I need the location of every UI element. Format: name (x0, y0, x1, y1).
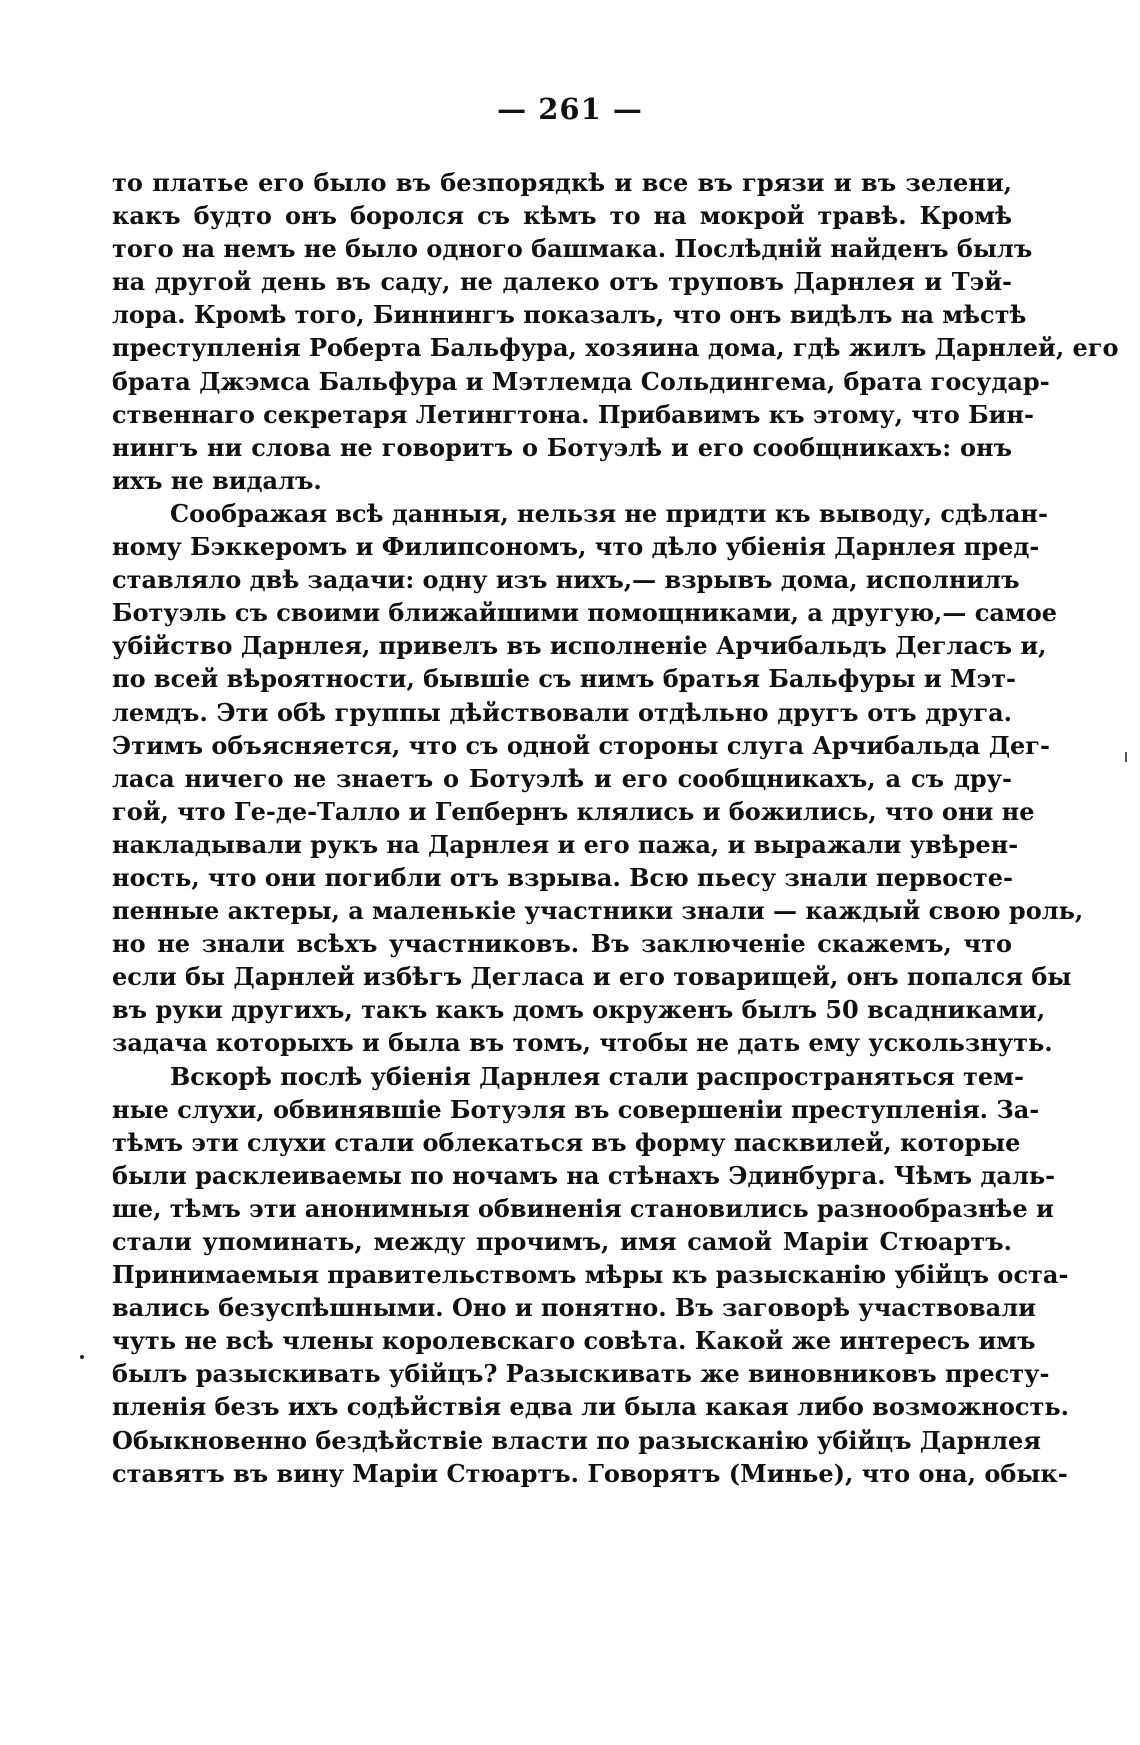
text-line: нингъ ни слова не говоритъ о Ботуэлѣ и его сообщникахъ: онъ (112, 432, 1012, 462)
text-line: Принимаемыя правительствомъ мѣры къ разысканiю убiйцъ оста- (112, 1260, 1069, 1290)
text-line: лора. Кромѣ того, Биннингъ показалъ, что онъ видѣлъ на мѣстѣ (112, 300, 1027, 330)
text-line: но не знали всѣхъ участниковъ. Въ заключенiе скажемъ, что (112, 929, 1012, 959)
text-line: убiйство Дарнлея, привелъ въ исполненiе Арчибальдъ Дегласъ и, (112, 631, 1047, 661)
text-line: Ботуэль съ своими ближайшими помощниками, а другую,— самое (112, 598, 1058, 628)
text-line: ному Бэккеромъ и Филипсономъ, что дѣло убiенiя Дарнлея пред- (112, 532, 1040, 562)
text-line: ласа ничего не знаетъ о Ботуэлѣ и его сообщникахъ, а съ дру- (112, 763, 1012, 793)
text-line: пленiя безъ ихъ содѣйствiя едва ли была какая либо возможность. (112, 1392, 1069, 1422)
text-line: ихъ не видалъ. (112, 465, 322, 495)
paragraph-3 (112, 1060, 1069, 1490)
text-line: лемдъ. Эти обѣ группы дѣйствовали отдѣльно другъ отъ друга. (112, 697, 1012, 727)
text-line: ставляло двѣ задачи: одну изъ нихъ,— взрывъ дома, исполнилъ (112, 565, 1020, 595)
text-line: ставятъ въ вину Марiи Стюартъ. Говорятъ (Минье), что она, обык- (112, 1458, 1068, 1488)
text-line: то платье его было въ безпорядкѣ и все въ грязи и въ зелени, (112, 168, 1012, 197)
text-line: накладывали рукъ на Дарнлея и его пажа, и выражали увѣрен- (112, 829, 1019, 859)
text-line: ше, тѣмъ эти анонимныя обвиненiя становились разнообразнѣе и (112, 1193, 1054, 1223)
text-line: стали упоминать, между прочимъ, имя самой Марiи Стюартъ. (112, 1227, 1012, 1256)
text-line: брата Джэмса Бальфура и Мэтлемда Сольдингема, брата государ- (112, 366, 1050, 396)
text-line: былъ разыскивать убiйцъ? Разыскивать же виновниковъ престу- (112, 1359, 1050, 1389)
text-line: Соображая всѣ данныя, нельзя не придти къ выводу, сдѣлан- (170, 498, 1048, 528)
text-line: вались безуспѣшными. Оно и понятно. Въ заговорѣ участвовали (112, 1293, 1036, 1323)
paragraph-1 (112, 166, 1119, 497)
text-line: Вскорѣ послѣ убiенiя Дарнлея стали распространяться тем- (170, 1061, 1024, 1091)
body-text (112, 166, 1119, 1490)
text-line: были расклеиваемы по ночамъ на стѣнахъ Эдинбурга. Чѣмъ даль- (112, 1160, 1056, 1190)
text-line: того на немъ не было одного башмака. Послѣднiй найденъ былъ (112, 234, 1033, 264)
text-line: ные слухи, обвинявшiе Ботуэля въ совершенiи преступленiя. За- (112, 1094, 1040, 1124)
margin-ink-dot (80, 1355, 84, 1359)
text-line: пенные актеры, а маленькiе участники знали — каждый свою роль, (112, 896, 1084, 926)
text-line: преступленiя Роберта Бальфура, хозяина дома, гдѣ жилъ Дарнлей, его (112, 333, 1119, 363)
text-line: тѣмъ эти слухи стали облекаться въ форму пасквилей, которые (112, 1127, 1021, 1157)
text-line: ность, что они погибли отъ взрыва. Всю пьесу знали первосте- (112, 862, 1014, 892)
text-line: на другой день въ саду, не далеко отъ труповъ Дарнлея и Тэй- (112, 267, 1012, 297)
text-line: гой, что Ге-де-Талло и Гепбернъ клялись и божились, что они не (112, 796, 1035, 826)
text-line: если бы Дарнлей избѣгъ Дегласа и его товарищей, онъ попался бы (112, 962, 1072, 992)
text-line: какъ будто онъ боролся съ кѣмъ то на мокрой травѣ. Кромѣ (112, 201, 1012, 231)
text-line: въ руки другихъ, такъ какъ домъ окруженъ былъ 50 всадниками, (112, 995, 1046, 1025)
paragraph-2 (112, 497, 1084, 1060)
text-line: по всей вѣроятности, бывшiе съ нимъ братья Бальфуры и Мэт- (112, 664, 1017, 694)
text-line: чуть не всѣ члены королевскаго совѣта. Какой же интересъ имъ (112, 1326, 1036, 1356)
text-line: ственнаго секретаря Летингтона. Прибавимъ къ этому, что Бин- (112, 399, 1034, 429)
text-line: задача которыхъ и была въ томъ, чтобы не дать ему ускользнуть. (112, 1028, 1053, 1058)
page-number: — 261 — (497, 92, 643, 126)
margin-ink-mark (1125, 752, 1127, 762)
text-line: Обыкновенно бездѣйствiе власти по разысканiю убiйцъ Дарнлея (112, 1425, 1042, 1455)
text-line: Этимъ объясняется, что съ одной стороны слуга Арчибальда Дег- (112, 730, 1050, 760)
